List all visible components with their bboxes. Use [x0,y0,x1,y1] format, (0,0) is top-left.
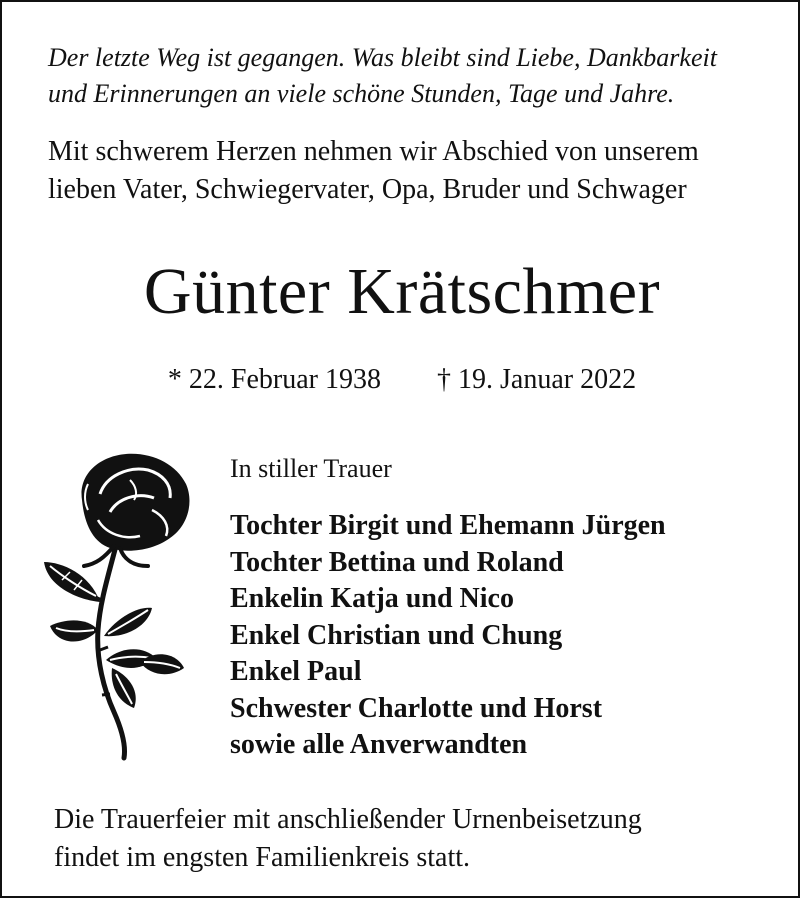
farewell-intro [48,133,788,209]
deceased-name: Günter Krätschmer [143,255,661,328]
birth-date: * 22. Februar 1938 [167,364,381,395]
life-dates [2,361,800,399]
mourners-list [230,508,666,764]
quote-line-1: Der letzte Weg ist gegangen. Was bleibt sind Liebe, Dankbarkeit [48,43,717,72]
mourner-item: Enkel Paul [230,656,362,687]
intro-line-2: lieben Vater, Schwiegervater, Opa, Bruder und Schwager [48,174,687,205]
intro-line-1: Mit schwerem Herzen nehmen wir Abschied von unserem [48,136,699,167]
closing-line-2: findet im engsten Familienkreis statt. [54,842,471,873]
funeral-information [54,801,784,877]
quote-line-2: und Erinnerungen an viele schöne Stunden, Tage und Jahre. [48,79,675,108]
mourning-label: In stiller Trauer [230,454,392,483]
mourner-item: Tochter Birgit und Ehemann Jürgen [230,510,666,541]
mourner-item: Enkel Christian und Chung [230,619,563,651]
closing-line-1: Die Trauerfeier mit anschließender Urnenbeisetzung [54,804,642,835]
death-date: † 19. Januar 2022 [437,364,637,395]
mourner-item: Schwester Charlotte und Horst [230,692,603,724]
memorial-quote [48,40,778,112]
mourner-item: Enkelin Katja und Nico [230,583,514,614]
mourner-item: Tochter Bettina und Roland [230,546,564,578]
mourner-item: sowie alle Anverwandten [230,729,528,760]
rose-icon [40,450,200,762]
